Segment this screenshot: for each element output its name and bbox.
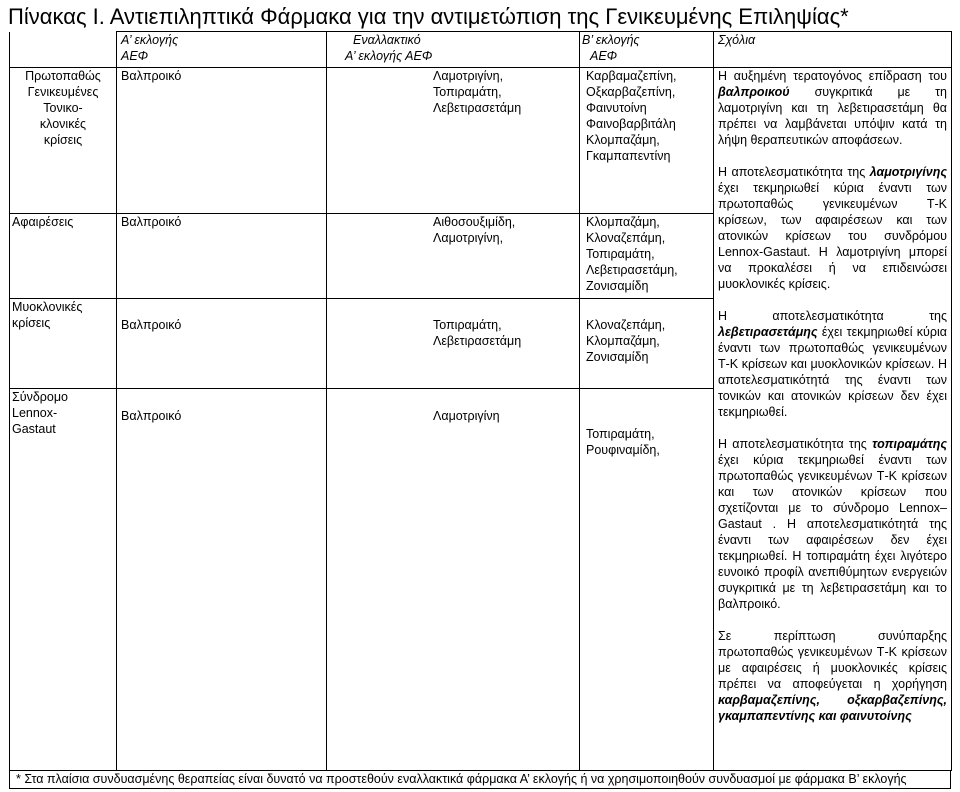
comment-text: συγκριτικά με τη λαμοτριγίνη και τη λεβετιρασετάμη θα πρέπει να λαμβάνεται υπόψιν κατά τη λήψη θεραπευτικών αποφάσεων.: [718, 85, 947, 147]
header-comments-label: Σχόλια: [718, 33, 756, 47]
cell-second-choice: [580, 389, 714, 771]
drug-name: Κλοναζεπάμη,: [586, 318, 666, 332]
page-title: Πίνακας Ι. Αντιεπιληπτικά Φάρμακα για την αντιμετώπιση της Γενικευμένης Επιληψίας*: [8, 4, 849, 29]
comment-coexisting-seizures: [718, 628, 947, 724]
cell-first-choice: [117, 389, 327, 771]
comment-text: Η αποτελεσματικότητα της: [718, 309, 947, 323]
drug-name: Ρουφιναμίδη,: [586, 443, 660, 457]
comment-emphasis: λεβετιρασετάμης: [718, 325, 818, 339]
drug-name: Κλομπαζάμη,: [586, 133, 660, 147]
comment-emphasis: καρβαμαζεπίνης, οξκαρβαζεπίνης, γκαμπαπεντίνης και φαινυτοίνης: [718, 693, 947, 723]
drug-name: Κλοναζεπάμη,: [586, 231, 666, 245]
drug-name: Βαλπροικό: [121, 318, 182, 332]
header-alternative-line: Α’ εκλογής ΑΕΦ: [345, 49, 433, 63]
comment-text: Η αυξημένη τερατογόνος επίδραση του: [718, 69, 947, 83]
drug-name: Αιθοσουξιμίδη,: [433, 215, 516, 229]
drug-name: Γκαμπαπεντίνη: [586, 149, 671, 163]
row-label-absences: [10, 214, 117, 299]
drug-name: Λεβετιρασετάμη: [433, 101, 522, 115]
drug-name: Τοπιραμάτη,: [586, 247, 655, 261]
cell-first-choice: [117, 299, 327, 389]
table-footnote: * Στα πλαίσια συνδυασμένης θεραπείας είναι δυνατό να προστεθούν εναλλακτικά φάρμακα Α’ εκλογής ή να χρησιμοποιηθούν συνδυασμοί με φάρμακα Β’ εκλογής: [9, 770, 951, 789]
drug-name: Λεβετιρασετάμη: [433, 334, 522, 348]
comment-lamotrigine: [718, 164, 947, 292]
header-second-choice-line: Β’ εκλογής: [582, 33, 640, 47]
header-blank: [10, 32, 117, 68]
antiepileptic-drugs-table: [9, 31, 952, 771]
comment-topiramate: [718, 436, 947, 612]
header-first-choice: [117, 32, 327, 68]
cell-alternative: [327, 214, 580, 299]
row-label-line: κρίσεις: [12, 316, 51, 330]
cell-second-choice: [580, 214, 714, 299]
comment-text: έχει τεκμηριωθεί κύρια έναντι των πρωτοπαθώς γενικευμένων Τ-Κ κρίσεων, των αφαιρέσεων και των ατονικών κρίσεων του συνδρόμου Lennox-Gastaut. Η λαμοτριγίνη μπορεί να προκαλέσει ή να επιδεινώσει μυοκλονικές κρίσεις.: [718, 181, 947, 291]
drug-name: Καρβαμαζεπίνη,: [586, 69, 677, 83]
comment-text: Σε περίπτωση συνύπαρξης πρωτοπαθώς γενικευμένων Τ-Κ κρίσεων με αφαιρέσεις ή μυοκλονικές κρίσεις πρέπει να αποφεύγεται η χορήγηση: [718, 629, 947, 691]
drug-name: Βαλπροικό: [121, 409, 182, 423]
cell-second-choice: [580, 299, 714, 389]
cell-first-choice: [117, 214, 327, 299]
drug-name: Τοπιραμάτη,: [586, 427, 655, 441]
row-label-line: Αφαιρέσεις: [12, 215, 74, 229]
drug-name: Φαινυτοίνη: [586, 101, 647, 115]
row-label-lennox-gastaut: [10, 389, 117, 771]
comment-emphasis: βαλπροικού: [718, 85, 790, 99]
comment-valproate: [718, 68, 947, 148]
row-label-line: Τονικο-: [43, 101, 83, 115]
drug-name: Κλομπαζάμη,: [586, 215, 660, 229]
drug-name: Τοπιραμάτη,: [433, 85, 502, 99]
comment-emphasis: λαμοτριγίνης: [869, 165, 947, 179]
row-label-generalized-tonic-clonic: [10, 68, 117, 214]
header-alternative-line: Εναλλακτικό: [353, 33, 421, 47]
row-label-line: κλονικές: [39, 117, 87, 131]
header-comments: [714, 32, 952, 68]
header-second-choice: [580, 32, 714, 68]
drug-name: Λαμοτριγίνη,: [433, 231, 504, 245]
comment-text: έχει κύρια τεκμηριωθεί έναντι των πρωτοπαθώς γενικευμένων Τ-Κ κρίσεων και των ατονικών κρίσεων που σχετίζονται με το σύνδρομο Lennox–Gastaut . Η αποτελεσματικότητά της έναντι των αφαιρέσεων δεν έχει τεκμηριωθεί. Η τοπιραμάτη έχει λιγότερο ευνοικό προφίλ ανεπιθύμητων ενεργειών συγκριτικά με τη λεβετιρασετάμη και το βαλπροικό.: [718, 453, 947, 611]
header-second-choice-line: ΑΕΦ: [590, 49, 618, 63]
header-alternative: [327, 32, 580, 68]
comment-text: Η αποτελεσματικότητα της: [718, 165, 870, 179]
drug-name: Κλομπαζάμη,: [586, 334, 660, 348]
drug-name: Βαλπροικό: [121, 69, 182, 83]
drug-name: Λεβετιρασετάμη,: [586, 263, 678, 277]
drug-name: Λαμοτριγίνη,: [433, 69, 504, 83]
comments-cell: [714, 68, 952, 771]
comment-emphasis: τοπιραμάτης: [872, 437, 947, 451]
header-first-choice-line: Α’ εκλογής: [121, 33, 179, 47]
drug-name: Οξκαρβαζεπίνη,: [586, 85, 676, 99]
cell-second-choice: [580, 68, 714, 214]
row-label-line: Γενικευμένες: [27, 85, 99, 99]
drug-name: Φαινοβαρβιτάλη: [586, 117, 676, 131]
drug-name: Ζονισαμίδη: [586, 279, 649, 293]
header-first-choice-line: ΑΕΦ: [121, 49, 149, 63]
drug-name: Λαμοτριγίνη: [433, 409, 500, 423]
cell-first-choice: [117, 68, 327, 214]
cell-alternative: [327, 389, 580, 771]
row-label-line: Gastaut: [12, 422, 56, 436]
drug-name: Τοπιραμάτη,: [433, 318, 502, 332]
comment-text: έχει τεκμηριωθεί κύρια έναντι των πρωτοπαθώς γενικευμένων Τ-Κ κρίσεων και μυοκλονικών κρίσεων. Η αποτελεσματικότητά της έναντι των τονικών και ατονικών κρίσεων δεν έχει τεκμηριωθεί.: [718, 325, 947, 419]
row-label-line: Σύνδρομο: [12, 390, 68, 404]
row-label-line: Lennox-: [12, 406, 58, 420]
cell-alternative: [327, 68, 580, 214]
row-label-line: Μυοκλονικές: [12, 300, 83, 314]
drug-name: Βαλπροικό: [121, 215, 182, 229]
row-label-line: Πρωτοπαθώς: [25, 69, 101, 83]
row-label-myoclonic: [10, 299, 117, 389]
comment-levetiracetam: [718, 308, 947, 420]
drug-name: Ζονισαμίδη: [586, 350, 649, 364]
row-label-line: κρίσεις: [43, 133, 83, 147]
cell-alternative: [327, 299, 580, 389]
comment-text: Η αποτελεσματικότητα της: [718, 437, 873, 451]
